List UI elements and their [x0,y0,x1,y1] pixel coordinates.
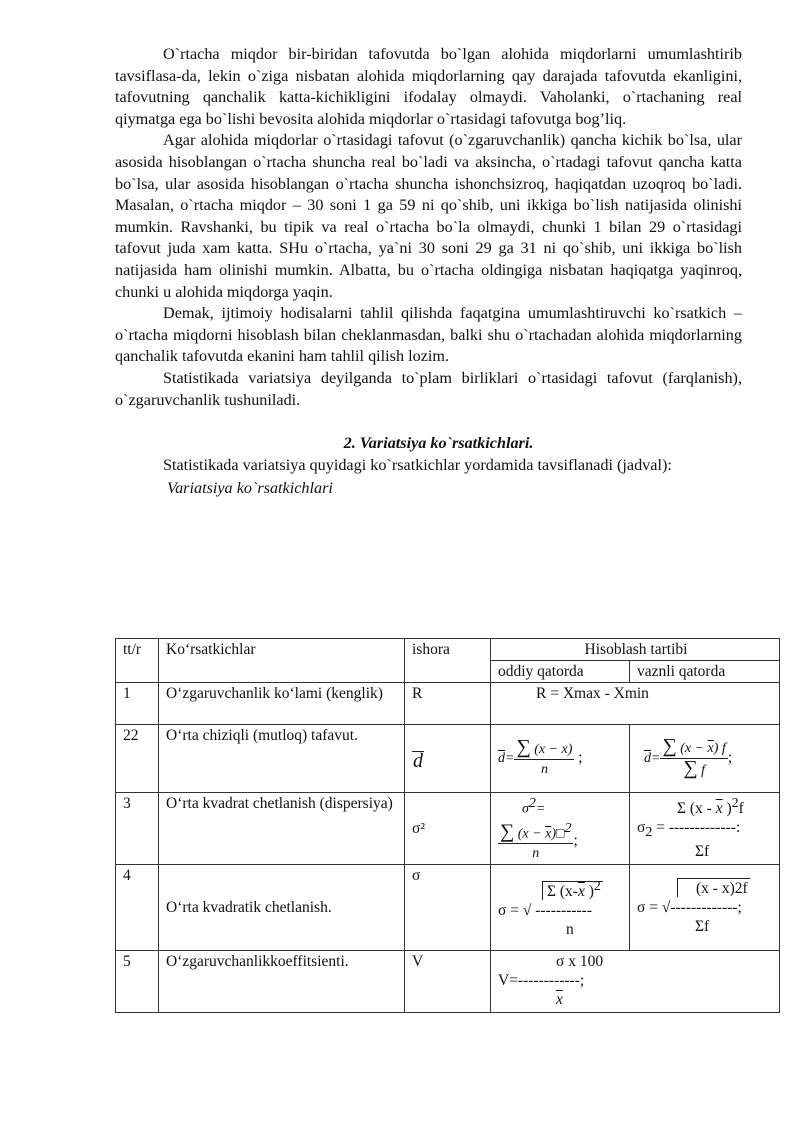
row-num: 4 [116,865,159,951]
row-name: O‘zgaruvchanlik ko‘lami (kenglik) [159,683,405,725]
header-name: Ko‘rsatkichlar [159,639,405,683]
table-caption: Variatsiya ko`rsatkichlari [167,479,333,498]
header-calc: Hisoblash tartibi [491,639,780,661]
row-num: 1 [116,683,159,725]
row-sign: σ [405,865,491,951]
header-sign: ishora [405,639,491,683]
row-num: 22 [116,725,159,793]
row-sign: R [405,683,491,725]
row-sign: σ² [405,793,491,865]
variation-coefficient-formula: σ x 100 V=------------; $\overline{x}$ [491,951,780,1013]
header-simple: oddiy qatorda [491,661,630,683]
intro-paragraph: Statistikada variatsiya quyidagi ko`rsatkichlar yordamida tavsiflanadi (jadval): [163,455,672,474]
table-row [116,951,780,1013]
variance-weighted-formula: Σ ($x - \overline{x}$ )$^2$f $\sigma_2$ = -------------: Σf [630,793,780,865]
table-row [116,865,780,951]
table-header-row [116,639,780,661]
row-num: 3 [116,793,159,865]
std-dev-simple-formula: Σ ($x-\overline{x}$ )$^2$ σ = √ ----------- n [491,865,630,951]
row-num: 5 [116,951,159,1013]
row-name: O‘rta chiziqli (mutloq) tafavut. [159,725,405,793]
row-name: O‘zgaruvchanlikkoeffitsienti. [159,951,405,1013]
document-body [115,44,742,500]
row-name: O‘rta kvadratik chetlanish. [159,865,405,951]
mean-deviation-simple-formula: $\overline{d}=$ $\frac{\sum (x - x)}{n}$ ; [491,725,630,793]
row-sign [405,725,491,793]
mean-deviation-weighted-formula: $\overline{d}=$ $\frac{\sum (x - \overline{x}) f}{\sum f}$ ; [630,725,780,793]
variation-table [115,638,780,1013]
variance-simple-formula: $\sigma^2=$ $\frac{\sum (x - \overline{x})□^2}{n}$ ; [491,793,630,865]
paragraph-1: O`rtacha miqdor bir-biridan tafovutda bo`lgan alohida miqdorlarni umumlashtirib tavsiflasa-da, lekin o`ziga nisbatan alohida miqdorlarning qay darajada tafovutda ekanligini, tafovutning qanchalik katta-kichikligini ifodalay olmaydi. Vaholanki, o`rtachaning real qiymatga ega bo`lishi bevosita alohida miqdorlar o`rtasidagi tafovutga bog’liq. [115,45,742,128]
paragraph-2: Agar alohida miqdorlar o`rtasidagi tafovut (o`zgaruvchanlik) qancha kichik bo`lsa, ular asosida hisoblangan o`rtacha shuncha real bo`ladi va aksincha, o`rtadagi tafovut qancha katta bo`lsa, ular asosida hisoblangan o`rtacha shuncha ishonchsizroq, haqiqatdan uzoqroq bo`ladi. Masalan, o`rtacha miqdor – 30 soni 1 ga 59 ni qo`shib, uni ikkiga bo`lish natijasida olinishi mumkin. Ravshanki, bu tipik va real o`rtacha bo`la olmaydi, chunki 1 bilan 29 o`rtasidagi tafovut juda xam katta. SHu o`rtacha, ya`ni 30 soni 29 ga 31 ni qo`shib, uni ikkiga bo`lish natijasida ham olinishi mumkin. Albatta, bu o`rtacha oldingiga nisbatan haqiqatga yaqinroq, chunki u alohida miqdorga yaqin. [115,131,742,301]
paragraph-3: Demak, ijtimoiy hodisalarni tahlil qilishda faqatgina umumlashtiruvchi ko`rsatkich – o`rtacha miqdorni hisoblash bilan cheklanmasdan, balki shu o`rtachadan alohida miqdorlarning qanchalik tafovutda ekanini ham tahlil qilish lozim. [115,304,742,366]
table-row [116,793,780,865]
d-bar-symbol: d [413,750,423,772]
std-dev-weighted-formula: (x - x)2f σ = √-------------; Σf [630,865,780,951]
range-formula: R = Xmax - Xmin [491,683,780,725]
header-num: tt/r [116,639,159,683]
row-name: O‘rta kvadrat chetlanish (dispersiya) [159,793,405,865]
table-row [116,683,780,725]
section-heading: 2. Variatsiya ko`rsatkichlari. [343,434,534,453]
header-weighted: vaznli qatorda [630,661,780,683]
row-sign: V [405,951,491,1013]
table-row [116,725,780,793]
paragraph-4: Statistikada variatsiya deyilganda to`plam birliklari o`rtasidagi tafovut (farqlanish), o`zgaruvchanlik tushuniladi. [115,368,742,409]
